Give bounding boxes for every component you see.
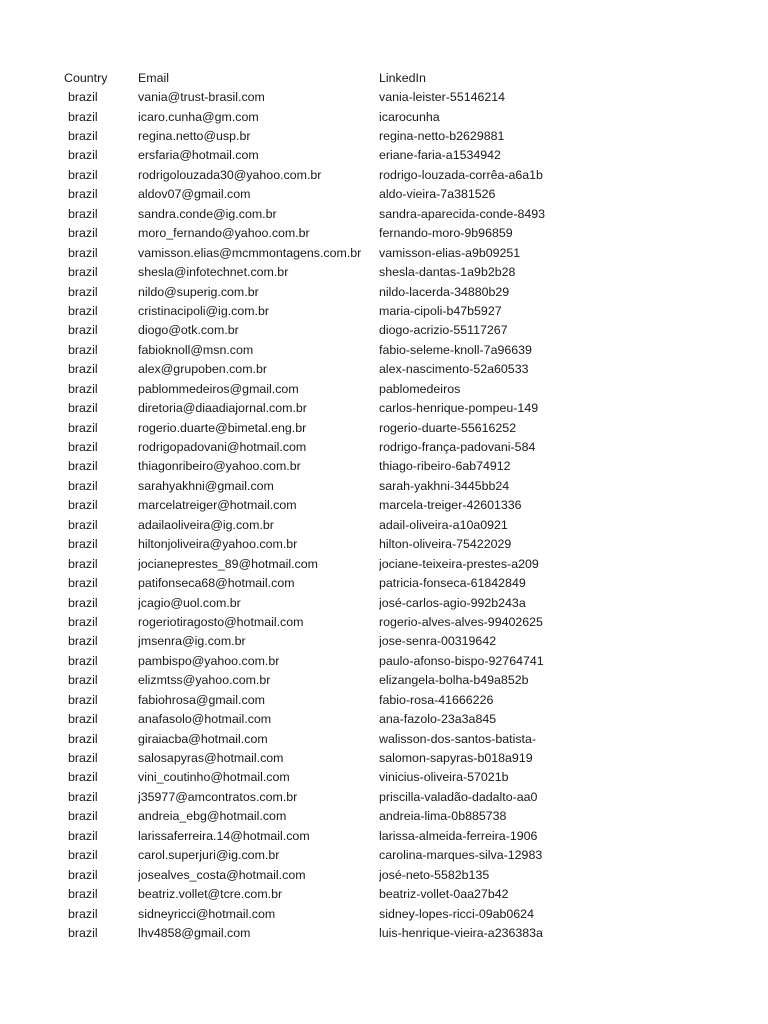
cell-country: brazil <box>68 284 98 299</box>
cell-email: pambispo@yahoo.com.br <box>138 653 280 668</box>
cell-linkedin: carlos-henrique-pompeu-149 <box>379 401 539 416</box>
cell-country: brazil <box>68 401 98 416</box>
table-row <box>64 554 754 573</box>
cell-country: brazil <box>68 478 98 493</box>
cell-email: lhv4858@gmail.com <box>138 925 251 940</box>
cell-email: sidneyricci@hotmail.com <box>138 906 276 921</box>
cell-country: brazil <box>68 576 98 591</box>
cell-linkedin: sandra-aparecida-conde-8493 <box>379 206 546 221</box>
cell-email: vania@trust-brasil.com <box>138 90 265 105</box>
cell-linkedin: adail-oliveira-a10a0921 <box>379 517 508 532</box>
table-row <box>64 87 754 106</box>
cell-email: rodrigolouzada30@yahoo.com.br <box>138 167 322 182</box>
cell-linkedin: maria-cipoli-b47b5927 <box>379 303 502 318</box>
cell-email: patifonseca68@hotmail.com <box>138 576 295 591</box>
cell-email: diogo@otk.com.br <box>138 323 239 338</box>
cell-linkedin: jociane-teixeira-prestes-a209 <box>379 556 539 571</box>
column-header-email: Email <box>138 70 169 85</box>
cell-country: brazil <box>68 245 98 260</box>
cell-email: pablommedeiros@gmail.com <box>138 381 299 396</box>
cell-linkedin: shesla-dantas-1a9b2b28 <box>379 265 516 280</box>
table-row <box>64 515 754 534</box>
cell-email: carol.superjuri@ig.com.br <box>138 848 280 863</box>
cell-linkedin: aldo-vieira-7a381526 <box>379 187 496 202</box>
cell-email: beatriz.vollet@tcre.com.br <box>138 887 283 902</box>
table-row <box>64 826 754 845</box>
cell-country: brazil <box>68 187 98 202</box>
cell-country: brazil <box>68 692 98 707</box>
cell-country: brazil <box>68 751 98 766</box>
cell-linkedin: walisson-dos-santos-batista- <box>379 731 537 746</box>
table-row <box>64 418 754 437</box>
cell-linkedin: jose-senra-00319642 <box>379 634 497 649</box>
table-row <box>64 437 754 456</box>
cell-linkedin: salomon-sapyras-b018a919 <box>379 751 533 766</box>
cell-linkedin: fabio-rosa-41666226 <box>379 692 494 707</box>
column-header-linkedin: LinkedIn <box>379 70 426 85</box>
cell-linkedin: carolina-marques-silva-12983 <box>379 848 543 863</box>
cell-country: brazil <box>68 206 98 221</box>
table-row <box>64 787 754 806</box>
cell-linkedin: vinicius-oliveira-57021b <box>379 770 509 785</box>
cell-linkedin: rodrigo-frança-padovani-584 <box>379 440 536 455</box>
table-row <box>64 224 754 243</box>
table-row <box>64 476 754 495</box>
cell-email: elizmtss@yahoo.com.br <box>138 673 271 688</box>
cell-linkedin: vania-leister-55146214 <box>379 90 506 105</box>
cell-country: brazil <box>68 887 98 902</box>
cell-email: alex@grupoben.com.br <box>138 362 267 377</box>
cell-country: brazil <box>68 595 98 610</box>
table-row <box>64 573 754 592</box>
cell-country: brazil <box>68 673 98 688</box>
cell-email: rogerio.duarte@bimetal.eng.br <box>138 420 307 435</box>
table-row <box>64 107 754 126</box>
table-body <box>64 87 754 942</box>
cell-country: brazil <box>68 148 98 163</box>
table-row <box>64 204 754 223</box>
cell-email: jmsenra@ig.com.br <box>138 634 246 649</box>
cell-linkedin: andreia-lima-0b885738 <box>379 809 507 824</box>
cell-country: brazil <box>68 712 98 727</box>
cell-country: brazil <box>68 420 98 435</box>
cell-linkedin: alex-nascimento-52a60533 <box>379 362 529 377</box>
table-row <box>64 146 754 165</box>
cell-email: hiltonjoliveira@yahoo.com.br <box>138 537 298 552</box>
cell-email: aldov07@gmail.com <box>138 187 251 202</box>
cell-linkedin: rogerio-duarte-55616252 <box>379 420 517 435</box>
table-row <box>64 632 754 651</box>
cell-country: brazil <box>68 109 98 124</box>
cell-country: brazil <box>68 265 98 280</box>
cell-country: brazil <box>68 342 98 357</box>
table-row <box>64 846 754 865</box>
table-row <box>64 593 754 612</box>
cell-country: brazil <box>68 828 98 843</box>
cell-country: brazil <box>68 226 98 241</box>
cell-email: adailaoliveira@ig.com.br <box>138 517 274 532</box>
cell-email: andreia_ebg@hotmail.com <box>138 809 287 824</box>
cell-country: brazil <box>68 498 98 513</box>
cell-country: brazil <box>68 90 98 105</box>
cell-linkedin: thiago-ribeiro-6ab74912 <box>379 459 511 474</box>
table-row <box>64 398 754 417</box>
cell-linkedin: ana-fazolo-23a3a845 <box>379 712 497 727</box>
table-row <box>64 748 754 767</box>
cell-linkedin: nildo-lacerda-34880b29 <box>379 284 510 299</box>
cell-email: fabiohrosa@gmail.com <box>138 692 265 707</box>
cell-linkedin: elizangela-bolha-b49a852b <box>379 673 529 688</box>
cell-country: brazil <box>68 809 98 824</box>
cell-email: vini_coutinho@hotmail.com <box>138 770 290 785</box>
table-row <box>64 301 754 320</box>
cell-country: brazil <box>68 634 98 649</box>
table-row <box>64 904 754 923</box>
cell-email: marcelatreiger@hotmail.com <box>138 498 297 513</box>
table-row <box>64 612 754 631</box>
table-row <box>64 690 754 709</box>
table-row <box>64 709 754 728</box>
cell-linkedin: sidney-lopes-ricci-09ab0624 <box>379 906 534 921</box>
cell-linkedin: fabio-seleme-knoll-7a96639 <box>379 342 532 357</box>
table-row <box>64 165 754 184</box>
cell-country: brazil <box>68 614 98 629</box>
cell-linkedin: rodrigo-louzada-corrêa-a6a1b <box>379 167 543 182</box>
cell-country: brazil <box>68 770 98 785</box>
cell-linkedin: patricia-fonseca-61842849 <box>379 576 526 591</box>
cell-linkedin: priscilla-valadão-dadalto-aa0 <box>379 789 538 804</box>
cell-email: icaro.cunha@gm.com <box>138 109 259 124</box>
cell-email: fabioknoll@msn.com <box>138 342 254 357</box>
contacts-table <box>64 68 754 943</box>
cell-email: regina.netto@usp.br <box>138 129 251 144</box>
cell-email: j35977@amcontratos.com.br <box>138 789 298 804</box>
cell-country: brazil <box>68 848 98 863</box>
cell-linkedin: paulo-afonso-bispo-92764741 <box>379 653 544 668</box>
table-row <box>64 807 754 826</box>
cell-linkedin: josé-carlos-agio-992b243a <box>379 595 526 610</box>
cell-country: brazil <box>68 517 98 532</box>
cell-country: brazil <box>68 906 98 921</box>
cell-country: brazil <box>68 362 98 377</box>
table-row <box>64 185 754 204</box>
table-row <box>64 496 754 515</box>
cell-email: diretoria@diaadiajornal.com.br <box>138 401 307 416</box>
cell-linkedin: marcela-treiger-42601336 <box>379 498 522 513</box>
cell-country: brazil <box>68 167 98 182</box>
cell-email: rodrigopadovani@hotmail.com <box>138 440 307 455</box>
cell-linkedin: sarah-yakhni-3445bb24 <box>379 478 510 493</box>
table-row <box>64 671 754 690</box>
table-row <box>64 126 754 145</box>
cell-email: vamisson.elias@mcmmontagens.com.br <box>138 245 362 260</box>
column-header-country: Country <box>64 70 108 85</box>
cell-email: sandra.conde@ig.com.br <box>138 206 277 221</box>
cell-linkedin: hilton-oliveira-75422029 <box>379 537 512 552</box>
cell-linkedin: vamisson-elias-a9b09251 <box>379 245 521 260</box>
cell-country: brazil <box>68 653 98 668</box>
table-row <box>64 865 754 884</box>
cell-email: ersfaria@hotmail.com <box>138 148 259 163</box>
cell-country: brazil <box>68 381 98 396</box>
table-row <box>64 282 754 301</box>
cell-country: brazil <box>68 789 98 804</box>
cell-email: salosapyras@hotmail.com <box>138 751 284 766</box>
cell-country: brazil <box>68 440 98 455</box>
cell-linkedin: regina-netto-b2629881 <box>379 129 505 144</box>
cell-email: jcagio@uol.com.br <box>138 595 241 610</box>
cell-email: moro_fernando@yahoo.com.br <box>138 226 310 241</box>
table-row <box>64 457 754 476</box>
cell-email: anafasolo@hotmail.com <box>138 712 272 727</box>
table-row <box>64 923 754 942</box>
cell-linkedin: luis-henrique-vieira-a236383a <box>379 925 543 940</box>
table-row <box>64 379 754 398</box>
cell-country: brazil <box>68 925 98 940</box>
cell-linkedin: diogo-acrizio-55117267 <box>379 323 508 338</box>
cell-country: brazil <box>68 537 98 552</box>
cell-linkedin: larissa-almeida-ferreira-1906 <box>379 828 538 843</box>
cell-email: jocianeprestes_89@hotmail.com <box>138 556 318 571</box>
cell-country: brazil <box>68 556 98 571</box>
cell-email: josealves_costa@hotmail.com <box>138 867 306 882</box>
table-row <box>64 729 754 748</box>
cell-country: brazil <box>68 129 98 144</box>
cell-linkedin: fernando-moro-9b96859 <box>379 226 513 241</box>
table-row <box>64 243 754 262</box>
table-row <box>64 340 754 359</box>
table-row <box>64 360 754 379</box>
cell-country: brazil <box>68 731 98 746</box>
cell-linkedin: pablomedeiros <box>379 381 461 396</box>
cell-linkedin: icarocunha <box>379 109 440 124</box>
table-row <box>64 651 754 670</box>
cell-country: brazil <box>68 323 98 338</box>
table-row <box>64 535 754 554</box>
table-header-row <box>64 68 754 87</box>
cell-email: sarahyakhni@gmail.com <box>138 478 274 493</box>
table-row <box>64 884 754 903</box>
cell-country: brazil <box>68 459 98 474</box>
cell-email: rogeriotiragosto@hotmail.com <box>138 614 304 629</box>
table-row <box>64 262 754 281</box>
table-row <box>64 321 754 340</box>
cell-linkedin: eriane-faria-a1534942 <box>379 148 501 163</box>
cell-linkedin: josé-neto-5582b135 <box>379 867 490 882</box>
cell-email: shesla@infotechnet.com.br <box>138 265 289 280</box>
cell-country: brazil <box>68 867 98 882</box>
cell-linkedin: beatriz-vollet-0aa27b42 <box>379 887 509 902</box>
cell-country: brazil <box>68 303 98 318</box>
cell-email: larissaferreira.14@hotmail.com <box>138 828 310 843</box>
cell-email: giraiacba@hotmail.com <box>138 731 268 746</box>
table-row <box>64 768 754 787</box>
cell-email: nildo@superig.com.br <box>138 284 259 299</box>
cell-email: cristinacipoli@ig.com.br <box>138 303 270 318</box>
cell-email: thiagonribeiro@yahoo.com.br <box>138 459 301 474</box>
cell-linkedin: rogerio-alves-alves-99402625 <box>379 614 543 629</box>
